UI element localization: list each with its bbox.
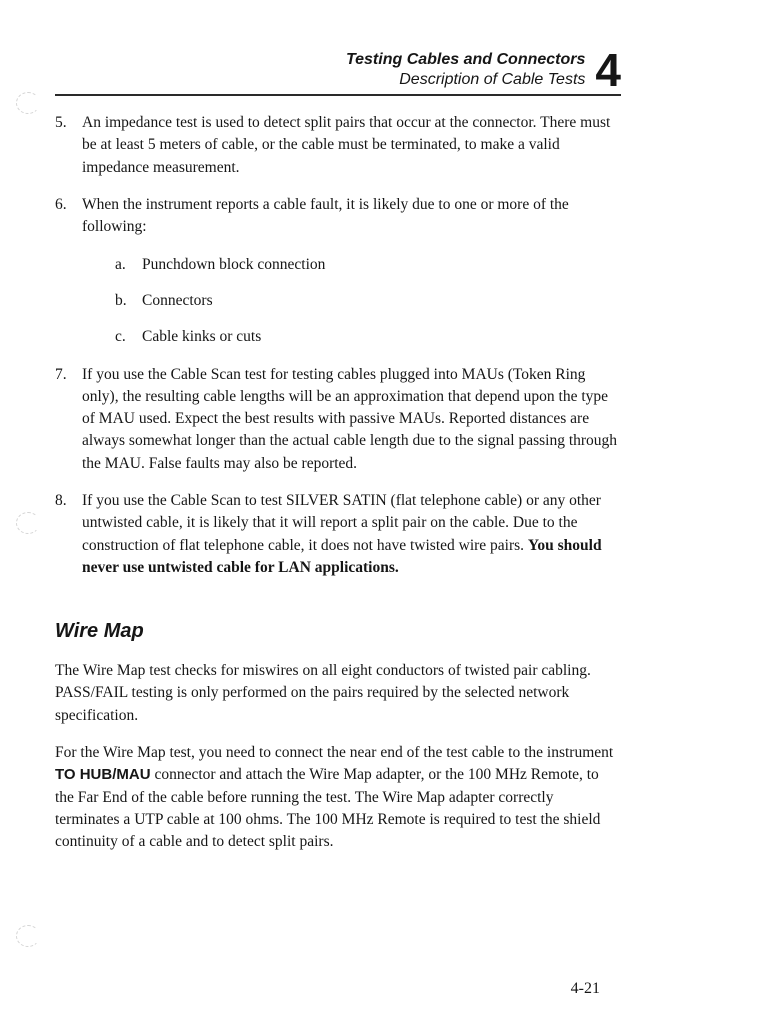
list-item-number: 8. [55,492,67,510]
page-content [55,0,621,869]
list-item-text: An impedance test is used to detect split pairs that occur at the connector. There must be at least 5 meters of cable, or the cable must be terminated, to make a valid impedance measurement. [82,114,611,176]
list-item [55,112,621,179]
header-rule [55,94,621,96]
section-heading-wire-map: Wire Map [55,620,144,643]
list-item [55,194,621,349]
list-item-number: 5. [55,114,67,131]
sub-list-letter: c. [115,328,126,346]
list-item-number: 6. [55,195,67,213]
sub-list-item [115,326,621,348]
page-header [55,43,621,96]
list-item-text: If you use the Cable Scan test for testing cables plugged into MAUs (Token Ring only), the resulting cable lengths will be an approximation that depend upon the type of MAU used. Expect the best results with passive MAUs. Reported distances are always somewhat longer than the actual cable length due to the signal passing through the MAU. False faults may also be reported. [82,365,618,472]
list-item-regular-text: If you use the Cable Scan to test SILVER SATIN (flat telephone cable) or any other untwisted cable, it is likely that it will report a split pair on the cable. Due to the construction of flat telephone cable, it does not have twisted wire pairs. [82,492,601,554]
sub-list-item [115,254,621,276]
list-item-text [82,194,621,349]
sub-list-item [115,290,621,312]
chapter-number: 4 [595,43,621,96]
sub-list-text: Cable kinks or cuts [142,328,262,346]
list-item-number: 7. [55,365,67,383]
sub-list-text: Connectors [142,291,213,309]
binder-hole-mark [16,92,40,114]
list-item-bold-text: You should never use untwisted cable for LAN applications. [82,536,602,576]
sub-list-text: Punchdown block connection [142,255,326,273]
page-number: 4-21 [570,980,600,997]
connector-label-bold: TO HUB/MAU [55,766,151,784]
paragraph: The Wire Map test checks for miswires on all eight conductors of twisted pair cabling. PASS/FAIL testing is only performed on the pairs required by the selected network specification. [55,662,591,724]
running-header [346,50,585,90]
sub-list-letter: b. [115,291,127,309]
sub-list [115,254,621,349]
paragraph-text: connector and attach the Wire Map adapter, or the 100 MHz Remote, to the Far End of the cable before running the test. The Wire Map adapter correctly terminates a UTP cable at 100 ohms. The 100 MHz Remote is required to test the shield continuity of a cable and to detect split pairs. [55,766,601,851]
binder-hole-mark [16,925,40,947]
section-title: Description of Cable Tests [399,71,586,88]
body-text [55,112,621,854]
sub-list-letter: a. [115,255,126,273]
list-item [55,364,621,476]
paragraph-text: For the Wire Map test, you need to connect the near end of the test cable to the instrument [55,744,614,762]
chapter-title: Testing Cables and Connectors [345,51,586,68]
binder-hole-mark [16,512,40,534]
list-item-text [82,490,621,579]
list-item-paragraph: When the instrument reports a cable fault, it is likely due to one or more of the following: [82,195,569,236]
list-item [55,490,621,579]
paragraph [55,742,621,854]
